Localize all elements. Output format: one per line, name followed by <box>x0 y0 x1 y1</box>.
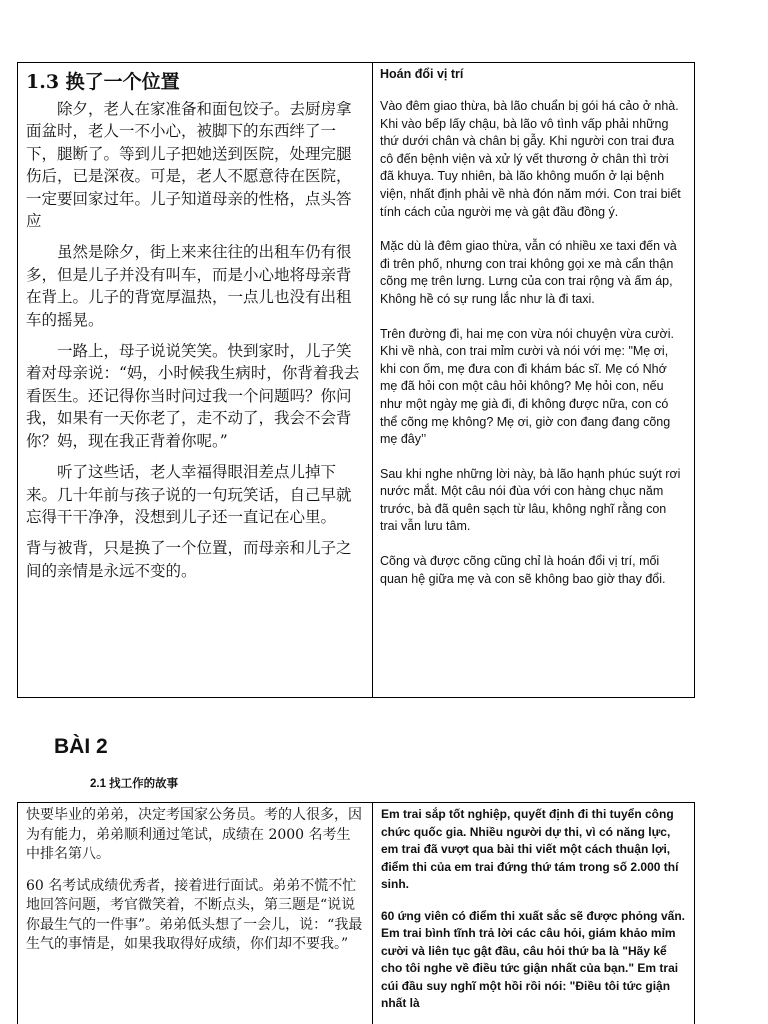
vietnamese-paragraph: 60 ứng viên có điểm thi xuất sắc sẽ được phỏng vấn. Em trai bình tĩnh trả lời các câu hỏi, giám khảo mỉm cười và liên tục gật đầu, câu hỏi thứ ba là "Hãy kể cho tôi nghe về điều tức giận nhất của bạn." Em trai cúi đầu suy nghĩ một hồi rồi nói: "Điều tôi tức giận nhất là <box>381 908 685 1010</box>
chinese-paragraph: 一路上，母子说说笑笑。快到家时，儿子笑着对母亲说：“妈，小时候我生病时，你背着我去看医生。还记得你当时问过我一个问题吗？你问我，如果有一天你老了，走不动了，我会不会背你？妈，现在我正背着你呢。” <box>26 342 360 450</box>
chinese-text-cell <box>18 63 373 697</box>
story-table-1 <box>17 62 695 698</box>
vietnamese-paragraph: Em trai sắp tốt nghiệp, quyết định đi thi tuyển công chức quốc gia. Nhiều người dự thi, vì có năng lực, em trai đã vượt qua bài thi viết một cách thuận lợi, điểm thi của em trai đứng thứ tám trong số 2.000 thí sinh. <box>381 807 679 891</box>
chinese-paragraph: 除夕，老人在家准备和面包饺子。去厨房拿面盆时，老人一不小心，被脚下的东西绊了一下，腿断了。等到儿子把她送到医院，处理完腿伤后，已是深夜。可是，老人不愿意待在医院，一定要回家过年。儿子知道母亲的性格，点头答应 <box>26 100 352 231</box>
vietnamese-text-cell <box>373 803 694 1024</box>
lesson-title: BÀI 2 <box>54 735 108 758</box>
vietnamese-paragraph: Cõng và được cõng cũng chỉ là hoán đổi vị trí, mối quan hệ giữa mẹ và con sẽ không bao giờ thay đổi. <box>380 554 666 586</box>
chinese-paragraph: 听了这些话，老人幸福得眼泪差点儿掉下来。几十年前与孩子说的一句玩笑话，自己早就忘得干干净净，没想到儿子还一直记在心里。 <box>26 463 352 526</box>
vietnamese-paragraph: Vào đêm giao thừa, bà lão chuẩn bị gói há cảo ở nhà. Khi vào bếp lấy chậu, bà lão vô tình vấp phải những thứ dưới chân và chân bị gẫy. Khi người con trai đưa cô đến bệnh viện và xử lý vết thương ở chân thì trời đã khuya. Tuy nhiên, bà lão không muốn ở lại bệnh viện, nhất định phải về nhà đón năm mới. Con trai biết tính cách của người mẹ và gật đầu đồng ý. <box>380 99 681 219</box>
section-heading-vietnamese: Hoán đổi vị trí <box>380 67 464 81</box>
chinese-text-cell <box>18 803 373 1024</box>
vietnamese-text-cell <box>373 63 694 697</box>
vietnamese-paragraph: Trên đường đi, hai mẹ con vừa nói chuyện vừa cười. Khi về nhà, con trai mỉm cười và nói với mẹ: "Mẹ ơi, khi con ốm, mẹ đưa con đi khám bác sĩ. Mẹ có Nhớ mẹ đã hỏi con một câu hỏi không? Mẹ hỏi con, nếu như một ngày mẹ già đi, đi không được nữa, con có thể cõng mẹ không? Mẹ ơi, giờ con đang đang cõng mẹ đây’’ <box>380 326 674 447</box>
chinese-paragraph: 背与被背，只是换了一个位置，而母亲和儿子之间的亲情是永远不变的。 <box>26 539 352 580</box>
chinese-paragraph: 60 名考试成绩优秀者，接着进行面试。弟弟不慌不忙地回答问题，考官微笑着，不断点头，第三题是“说说你最生气的一件事”。弟弟低头想了一会儿，说：“我最生气的事情是，如果我取得好成绩，你们却不要我。” <box>26 877 363 952</box>
chinese-paragraph: 快要毕业的弟弟，决定考国家公务员。考的人很多，因为有能力，弟弟顺利通过笔试，成绩在 2000 名考生中排名第八。 <box>26 807 362 862</box>
vietnamese-paragraph: Sau khi nghe những lời này, bà lão hạnh phúc suýt rơi nước mắt. Một câu nói đùa với con hàng chục năm trước, bà đã quên sạch từ lâu, không nghĩ rằng con trai vẫn lưu tâm. <box>380 466 681 534</box>
story-table-2 <box>17 802 695 1024</box>
section-title: 2.1 找工作的故事 <box>90 778 179 790</box>
section-heading-chinese: 1.3 换了一个位置 <box>26 71 180 93</box>
chinese-paragraph: 虽然是除夕，街上来来往往的出租车仍有很多，但是儿子并没有叫车，而是小心地将母亲背在背上。儿子的背宽厚温热，一点儿也没有出租车的摇晃。 <box>26 243 352 329</box>
vietnamese-paragraph: Mặc dù là đêm giao thừa, vẫn có nhiều xe taxi đến và đi trên phố, nhưng con trai không gọi xe mà cẩn thận cõng mẹ trên lưng. Lưng của con trai rộng và ấm áp, Không hề có sự rung lắc như là đi taxi. <box>380 239 677 306</box>
